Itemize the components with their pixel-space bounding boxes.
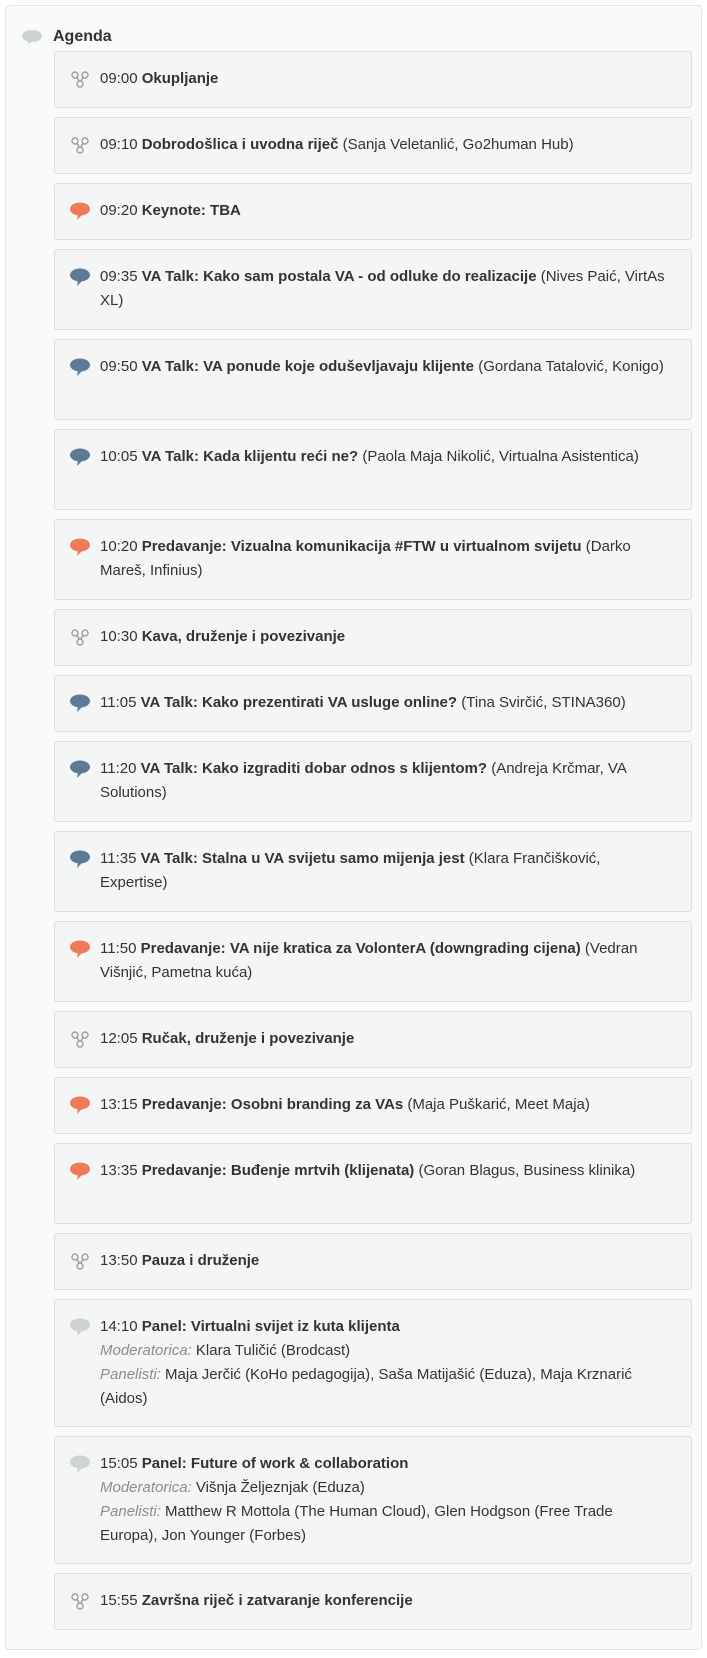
- network-icon: [69, 1251, 91, 1271]
- item-speaker: (Goran Blagus, Business klinika): [418, 1162, 636, 1179]
- moderator-label: Moderatorica:: [100, 1342, 192, 1359]
- agenda-item[interactable]: [54, 1077, 692, 1134]
- item-title: Panel: Future of work & collaboration: [141, 1455, 409, 1472]
- item-speaker: (Paola Maja Nikolić, Virtualna Asistentica): [362, 448, 639, 465]
- agenda-item[interactable]: [54, 519, 692, 600]
- agenda-container: [5, 5, 702, 1650]
- item-title: VA Talk: Kako izgraditi dobar odnos s klijentom?: [140, 760, 488, 777]
- panelists-names: Maja Jerčić (KoHo pedagogija), Saša Matijašić (Eduza), Maja Krznarić (Aidos): [100, 1366, 632, 1407]
- speech-bubble-icon: [69, 693, 91, 713]
- agenda-item[interactable]: [54, 249, 692, 330]
- agenda-item[interactable]: [54, 117, 692, 174]
- item-speaker: (Gordana Tatalović, Konigo): [478, 358, 664, 375]
- item-speaker: (Nives Paić, VirtAs XL): [100, 268, 665, 309]
- agenda-list: [54, 51, 692, 1639]
- agenda-item[interactable]: [54, 921, 692, 1002]
- item-speaker: (Sanja Veletanlić, Go2human Hub): [342, 136, 574, 153]
- item-speaker: (Tina Svirčić, STINA360): [461, 694, 626, 711]
- item-time: 11:20: [100, 760, 137, 777]
- item-title: Predavanje: Osobni branding za VAs: [141, 1096, 404, 1113]
- item-title: Predavanje: VA nije kratica za VolonterA (downgrading cijena): [140, 940, 581, 957]
- item-title: Dobrodošlica i uvodna riječ: [141, 136, 339, 153]
- agenda-item-panel[interactable]: [54, 1299, 692, 1427]
- item-title: Predavanje: Buđenje mrtvih (klijenata): [141, 1162, 415, 1179]
- item-title: VA Talk: Stalna u VA svijetu samo mijenja jest: [140, 850, 465, 867]
- item-speaker: (Andreja Krčmar, VA Solutions): [100, 760, 626, 801]
- agenda-item[interactable]: [54, 741, 692, 822]
- item-title: Završna riječ i zatvaranje konferencije: [141, 1592, 413, 1609]
- agenda-item[interactable]: [54, 609, 692, 666]
- item-title: Okupljanje: [141, 70, 219, 87]
- agenda-item[interactable]: [54, 51, 692, 108]
- moderator-name: Višnja Željeznjak (Eduza): [195, 1479, 365, 1496]
- agenda-item[interactable]: [54, 339, 692, 420]
- network-icon: [69, 1029, 91, 1049]
- item-title: Kava, druženje i povezivanje: [141, 628, 346, 645]
- network-icon: [69, 69, 91, 89]
- network-icon: [69, 1591, 91, 1611]
- item-time: 15:05: [100, 1455, 138, 1472]
- item-time: 09:20: [100, 202, 138, 219]
- item-time: 13:50: [100, 1252, 138, 1269]
- agenda-item[interactable]: [54, 1573, 692, 1630]
- agenda-item[interactable]: [54, 1143, 692, 1224]
- panelists-label: Panelisti:: [100, 1503, 161, 1520]
- agenda-item[interactable]: [54, 429, 692, 510]
- agenda-item[interactable]: [54, 183, 692, 240]
- item-time: 10:05: [100, 448, 138, 465]
- item-title: VA Talk: VA ponude koje oduševljavaju klijente: [141, 358, 475, 375]
- agenda-item[interactable]: [54, 675, 692, 732]
- item-time: 11:35: [100, 850, 137, 867]
- item-title: Ručak, druženje i povezivanje: [141, 1030, 355, 1047]
- agenda-item-panel[interactable]: [54, 1436, 692, 1564]
- speech-bubble-icon: [69, 537, 91, 557]
- item-title: Predavanje: Vizualna komunikacija #FTW u virtualnom svijetu: [141, 538, 582, 555]
- network-icon: [69, 135, 91, 155]
- item-title: Panel: Virtualni svijet iz kuta klijenta: [141, 1318, 400, 1335]
- speech-bubble-icon: [69, 1454, 91, 1474]
- item-speaker: (Maja Puškarić, Meet Maja): [407, 1096, 590, 1113]
- item-title: Pauza i druženje: [141, 1252, 260, 1269]
- panelists-label: Panelisti:: [100, 1366, 161, 1383]
- speech-bubble-icon: [69, 849, 91, 869]
- item-speaker: (Darko Mareš, Infinius): [100, 538, 631, 579]
- item-time: 11:50: [100, 940, 137, 957]
- speech-bubble-icon: [69, 1161, 91, 1181]
- agenda-item[interactable]: [54, 1233, 692, 1290]
- speech-bubble-icon: [69, 1095, 91, 1115]
- item-time: 09:00: [100, 70, 138, 87]
- item-title: VA Talk: Kako prezentirati VA usluge online?: [140, 694, 458, 711]
- speech-bubble-icon: [21, 29, 43, 45]
- moderator-label: Moderatorica:: [100, 1479, 192, 1496]
- item-time: 09:50: [100, 358, 138, 375]
- panelists-names: Matthew R Mottola (The Human Cloud), Glen Hodgson (Free Trade Europa), Jon Younger (Forbes): [100, 1503, 613, 1544]
- item-time: 11:05: [100, 694, 137, 711]
- speech-bubble-icon: [69, 939, 91, 959]
- item-time: 12:05: [100, 1030, 138, 1047]
- speech-bubble-icon: [69, 267, 91, 287]
- item-time: 13:35: [100, 1162, 138, 1179]
- item-time: 15:55: [100, 1592, 138, 1609]
- item-title: Keynote: TBA: [141, 202, 241, 219]
- item-time: 09:10: [100, 136, 138, 153]
- speech-bubble-icon: [69, 201, 91, 221]
- agenda-title: Agenda: [53, 28, 112, 45]
- item-time: 10:20: [100, 538, 138, 555]
- item-time: 14:10: [100, 1318, 138, 1335]
- agenda-item[interactable]: [54, 831, 692, 912]
- network-icon: [69, 627, 91, 647]
- agenda-header: [21, 25, 112, 49]
- item-time: 13:15: [100, 1096, 138, 1113]
- item-title: VA Talk: Kada klijentu reći ne?: [141, 448, 359, 465]
- agenda-item[interactable]: [54, 1011, 692, 1068]
- item-time: 10:30: [100, 628, 138, 645]
- moderator-name: Klara Tuličić (Brodcast): [195, 1342, 351, 1359]
- speech-bubble-icon: [69, 759, 91, 779]
- item-time: 09:35: [100, 268, 138, 285]
- speech-bubble-icon: [69, 447, 91, 467]
- item-title: VA Talk: Kako sam postala VA - od odluke do realizacije: [141, 268, 537, 285]
- item-speaker: (Vedran Višnjić, Pametna kuća): [100, 940, 638, 981]
- item-speaker: (Klara Frančišković, Expertise): [100, 850, 601, 891]
- speech-bubble-icon: [69, 1317, 91, 1337]
- speech-bubble-icon: [69, 357, 91, 377]
